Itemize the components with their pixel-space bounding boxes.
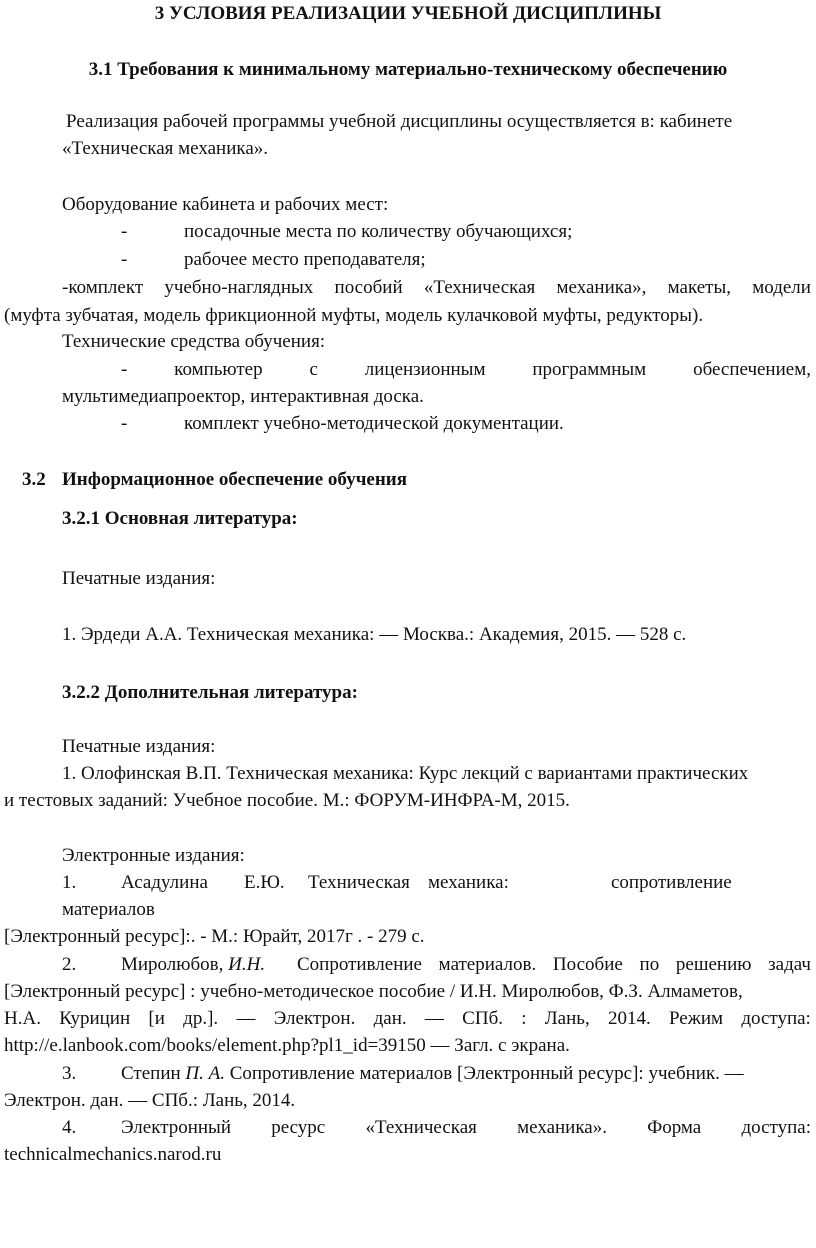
technical-item-2: комплект учебно-методической документации. xyxy=(184,413,564,434)
word: Курицин xyxy=(59,1008,131,1029)
technical-means-heading: Технические средства обучения: xyxy=(62,331,326,352)
word: по xyxy=(639,954,660,975)
word: программным xyxy=(532,359,647,380)
list-dash: - xyxy=(121,249,128,270)
word: Пособие xyxy=(552,954,623,975)
list-dash: - xyxy=(121,221,128,242)
section-3-2-1-heading: 3.2.1 Основная литература: xyxy=(62,508,298,529)
electronic-item-2-line-3 xyxy=(4,1007,811,1031)
printed-editions-label-2: Печатные издания: xyxy=(62,736,216,757)
word: решению xyxy=(675,954,752,975)
word: материалов. xyxy=(438,954,537,975)
word: сопротивление xyxy=(611,872,732,893)
word: с xyxy=(309,359,318,380)
word: Режим xyxy=(668,1008,724,1029)
author-name: Степин xyxy=(121,1063,181,1084)
electronic-item-2-title xyxy=(297,953,811,977)
word: механика», xyxy=(556,277,647,298)
list-dash: - xyxy=(121,413,128,434)
main-literature-item-1: 1. Эрдеди А.А. Техническая механика: — Москва.: Академия, 2015. — 528 с. xyxy=(62,624,687,645)
word: модели xyxy=(752,277,811,298)
electronic-item-3-continued: Электрон. дан. — СПб.: Лань, 2014. xyxy=(4,1090,296,1111)
word: дан. xyxy=(373,1008,407,1029)
word: обеспечением, xyxy=(693,359,811,380)
page-title: 3 УСЛОВИЯ РЕАЛИЗАЦИИ УЧЕБНОЙ ДИСЦИПЛИНЫ xyxy=(154,3,662,24)
equipment-item-2: рабочее место преподавателя; xyxy=(184,249,426,270)
word: доступа: xyxy=(741,1117,811,1138)
technical-item-1 xyxy=(121,358,811,382)
word: Электронный xyxy=(121,1117,231,1138)
word: др.]. xyxy=(183,1008,219,1029)
word: пособий xyxy=(334,277,403,298)
author-initials: И.Н. xyxy=(228,954,266,975)
word: : xyxy=(521,1008,527,1029)
word: Форма xyxy=(647,1117,702,1138)
word: 2014. xyxy=(607,1008,651,1029)
word: учебно-наглядных xyxy=(164,277,314,298)
electronic-item-4-text xyxy=(121,1116,811,1140)
word: доступа: xyxy=(741,1008,811,1029)
intro-line-1: Реализация рабочей программы учебной дисциплины осуществляется в: кабинете xyxy=(66,111,733,132)
word: «Техническая xyxy=(365,1117,477,1138)
electronic-item-2-line-2: [Электронный ресурс] : учебно-методическое пособие / И.Н. Миролюбов, Ф.З. Алмаметов, xyxy=(4,981,743,1002)
word: Сопротивление xyxy=(297,954,422,975)
electronic-item-4-num: 4. xyxy=(62,1117,77,1138)
section-3-1-heading: 3.1 Требования к минимальному материально-техническому обеспечению xyxy=(88,59,728,80)
additional-literature-item-1-continued: и тестовых заданий: Учебное пособие. М.: ФОРУМ-ИНФРА-М, 2015. xyxy=(4,790,570,811)
electronic-item-2-link[interactable]: http://e.lanbook.com/books/element.php?pl1_id=39150 — Загл. с экрана. xyxy=(4,1035,570,1056)
electronic-item-1-continued: материалов xyxy=(62,899,155,920)
author-initials: П. А. xyxy=(185,1063,225,1084)
word: Е.Ю. xyxy=(244,872,285,893)
electronic-item-1-source: [Электронный ресурс]:. - М.: Юрайт, 2017г . - 279 с. xyxy=(4,926,425,947)
word: Электрон. xyxy=(273,1008,356,1029)
intro-line-2: «Техническая механика». xyxy=(62,138,269,159)
word: Техническая xyxy=(308,872,410,893)
word: «Техническая xyxy=(423,277,536,298)
word: -комплект xyxy=(62,277,144,298)
word: [и xyxy=(148,1008,165,1029)
word: - xyxy=(121,359,128,380)
section-3-2-number: 3.2 xyxy=(22,469,46,490)
word: компьютер xyxy=(174,359,263,380)
electronic-item-3-num: 3. xyxy=(62,1063,77,1084)
electronic-item-4-link[interactable]: technicalmechanics.narod.ru xyxy=(4,1144,222,1165)
word: ресурс xyxy=(271,1117,326,1138)
section-3-2-2-heading: 3.2.2 Дополнительная литература: xyxy=(62,682,358,703)
word: Асадулина xyxy=(121,872,208,893)
printed-editions-label: Печатные издания: xyxy=(62,568,216,589)
word: — xyxy=(424,1008,444,1029)
title: Сопротивление материалов [Электронный ресурс]: учебник. — xyxy=(229,1063,744,1084)
word: лицензионным xyxy=(364,359,486,380)
word: макеты, xyxy=(667,277,731,298)
electronic-item-1-num: 1. xyxy=(62,872,77,893)
electronic-editions-heading: Электронные издания: xyxy=(62,845,245,866)
technical-item-1-continued: мультимедиапроектор, интерактивная доска. xyxy=(62,386,424,407)
equipment-item-1: посадочные места по количеству обучающихся; xyxy=(184,221,573,242)
word: Лань, xyxy=(544,1008,590,1029)
electronic-item-2-num: 2. xyxy=(62,954,77,975)
word: СПб. xyxy=(462,1008,503,1029)
word: — xyxy=(236,1008,256,1029)
equipment-heading: Оборудование кабинета и рабочих мест: xyxy=(62,194,389,215)
additional-literature-item-1: 1. Олофинская В.П. Техническая механика: Курс лекций с вариантами практических xyxy=(62,763,749,784)
word: задач xyxy=(768,954,811,975)
word: механика». xyxy=(517,1117,607,1138)
section-3-2-heading: Информационное обеспечение обучения xyxy=(62,469,408,490)
equipment-item-3-continued: (муфта зубчатая, модель фрикционной муфты, модель кулачковой муфты, редукторы). xyxy=(4,305,704,326)
author-name: Миролюбов, xyxy=(121,954,224,975)
word: механика: xyxy=(428,872,509,893)
equipment-item-3 xyxy=(62,276,811,300)
word: Н.А. xyxy=(4,1008,41,1029)
electronic-item-2-author xyxy=(121,953,265,977)
electronic-item-3-text xyxy=(121,1062,744,1086)
